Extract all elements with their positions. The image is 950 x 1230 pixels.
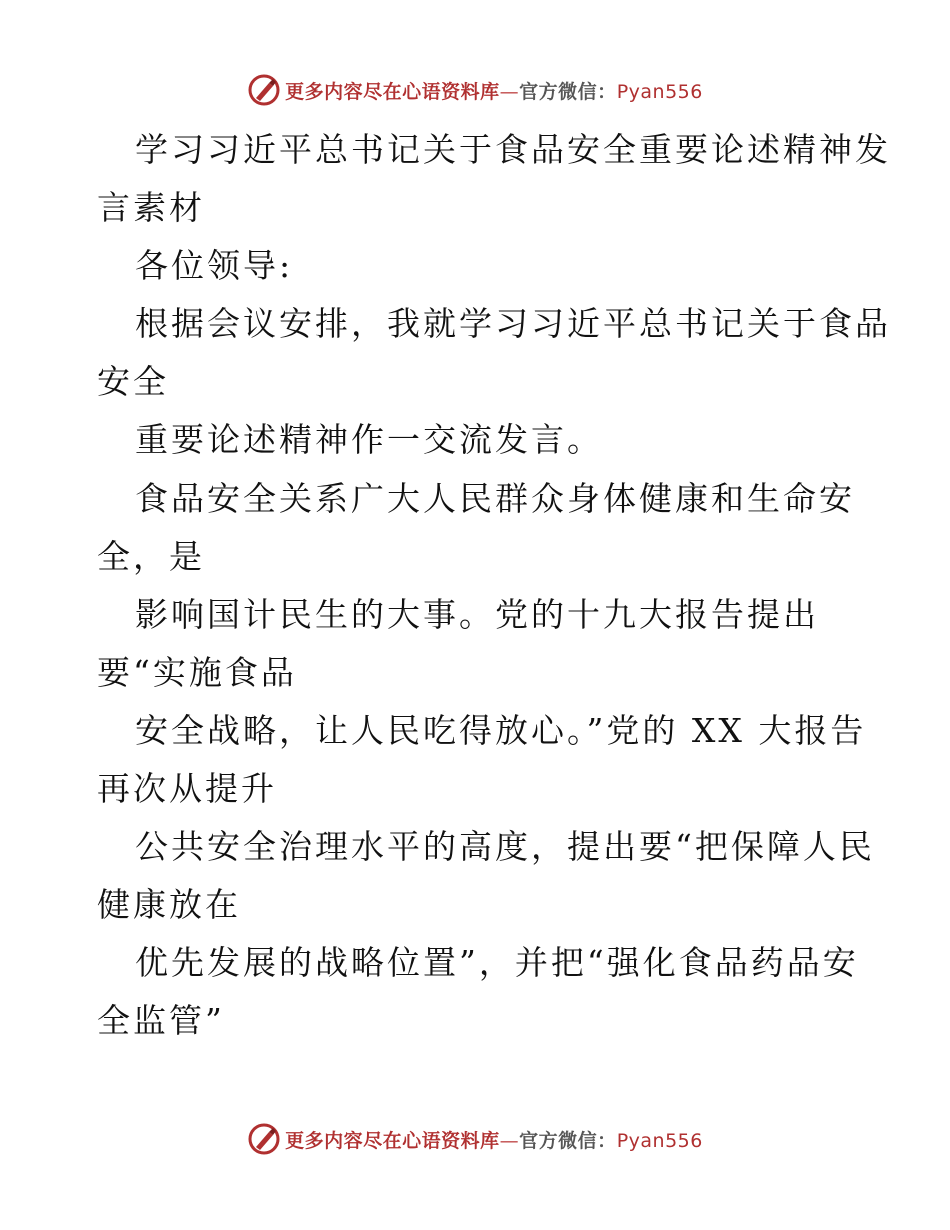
text-line: 全监管” xyxy=(97,1001,225,1041)
text-line: 全，是 xyxy=(97,536,205,576)
text-line: 优先发展的战略位置”，并把“强化食品药品安 xyxy=(135,943,859,983)
pen-logo-icon xyxy=(247,1122,281,1156)
banner-wechat-id: Pyan556 xyxy=(616,1129,703,1152)
banner-wechat-label: 官方微信： xyxy=(519,80,617,103)
header-banner xyxy=(0,70,950,110)
text-line: 学习习近平总书记关于食品安全重要论述精神发 xyxy=(135,130,891,169)
text-line: 言素材 xyxy=(97,188,205,228)
text-line: 要“实施食品 xyxy=(97,652,297,692)
text-line: 各位领导: xyxy=(135,246,294,286)
text-line: 安全 xyxy=(97,362,169,402)
document-body xyxy=(97,121,891,1051)
text-line: 根据会议安排，我就学习习近平总书记关于食品 xyxy=(135,304,891,344)
banner-main-text: 更多内容尽在心语资料库 xyxy=(285,80,500,103)
text-line: 公共安全治理水平的高度，提出要“把保障人民 xyxy=(135,827,875,867)
text-line: 再次从提升 xyxy=(97,769,277,809)
banner-dash: — xyxy=(499,80,520,103)
text-line: 健康放在 xyxy=(97,885,241,925)
text-line: 影响国计民生的大事。党的十九大报告提出 xyxy=(135,594,819,634)
text-line: 重要论述精神作一交流发言。 xyxy=(135,420,603,460)
banner-dash: — xyxy=(499,1129,520,1152)
text-line: 食品安全关系广大人民群众身体健康和生命安 xyxy=(135,478,855,518)
pen-logo-icon xyxy=(247,73,281,107)
footer-banner xyxy=(0,1119,950,1159)
banner-text xyxy=(285,77,703,104)
banner-wechat-id: Pyan556 xyxy=(616,80,703,103)
banner-main-text: 更多内容尽在心语资料库 xyxy=(285,1129,500,1152)
banner-wechat-label: 官方微信： xyxy=(519,1129,617,1152)
banner-text xyxy=(285,1126,703,1153)
text-line: 安全战略，让人民吃得放心。”党的 XX 大报告 xyxy=(135,710,867,750)
